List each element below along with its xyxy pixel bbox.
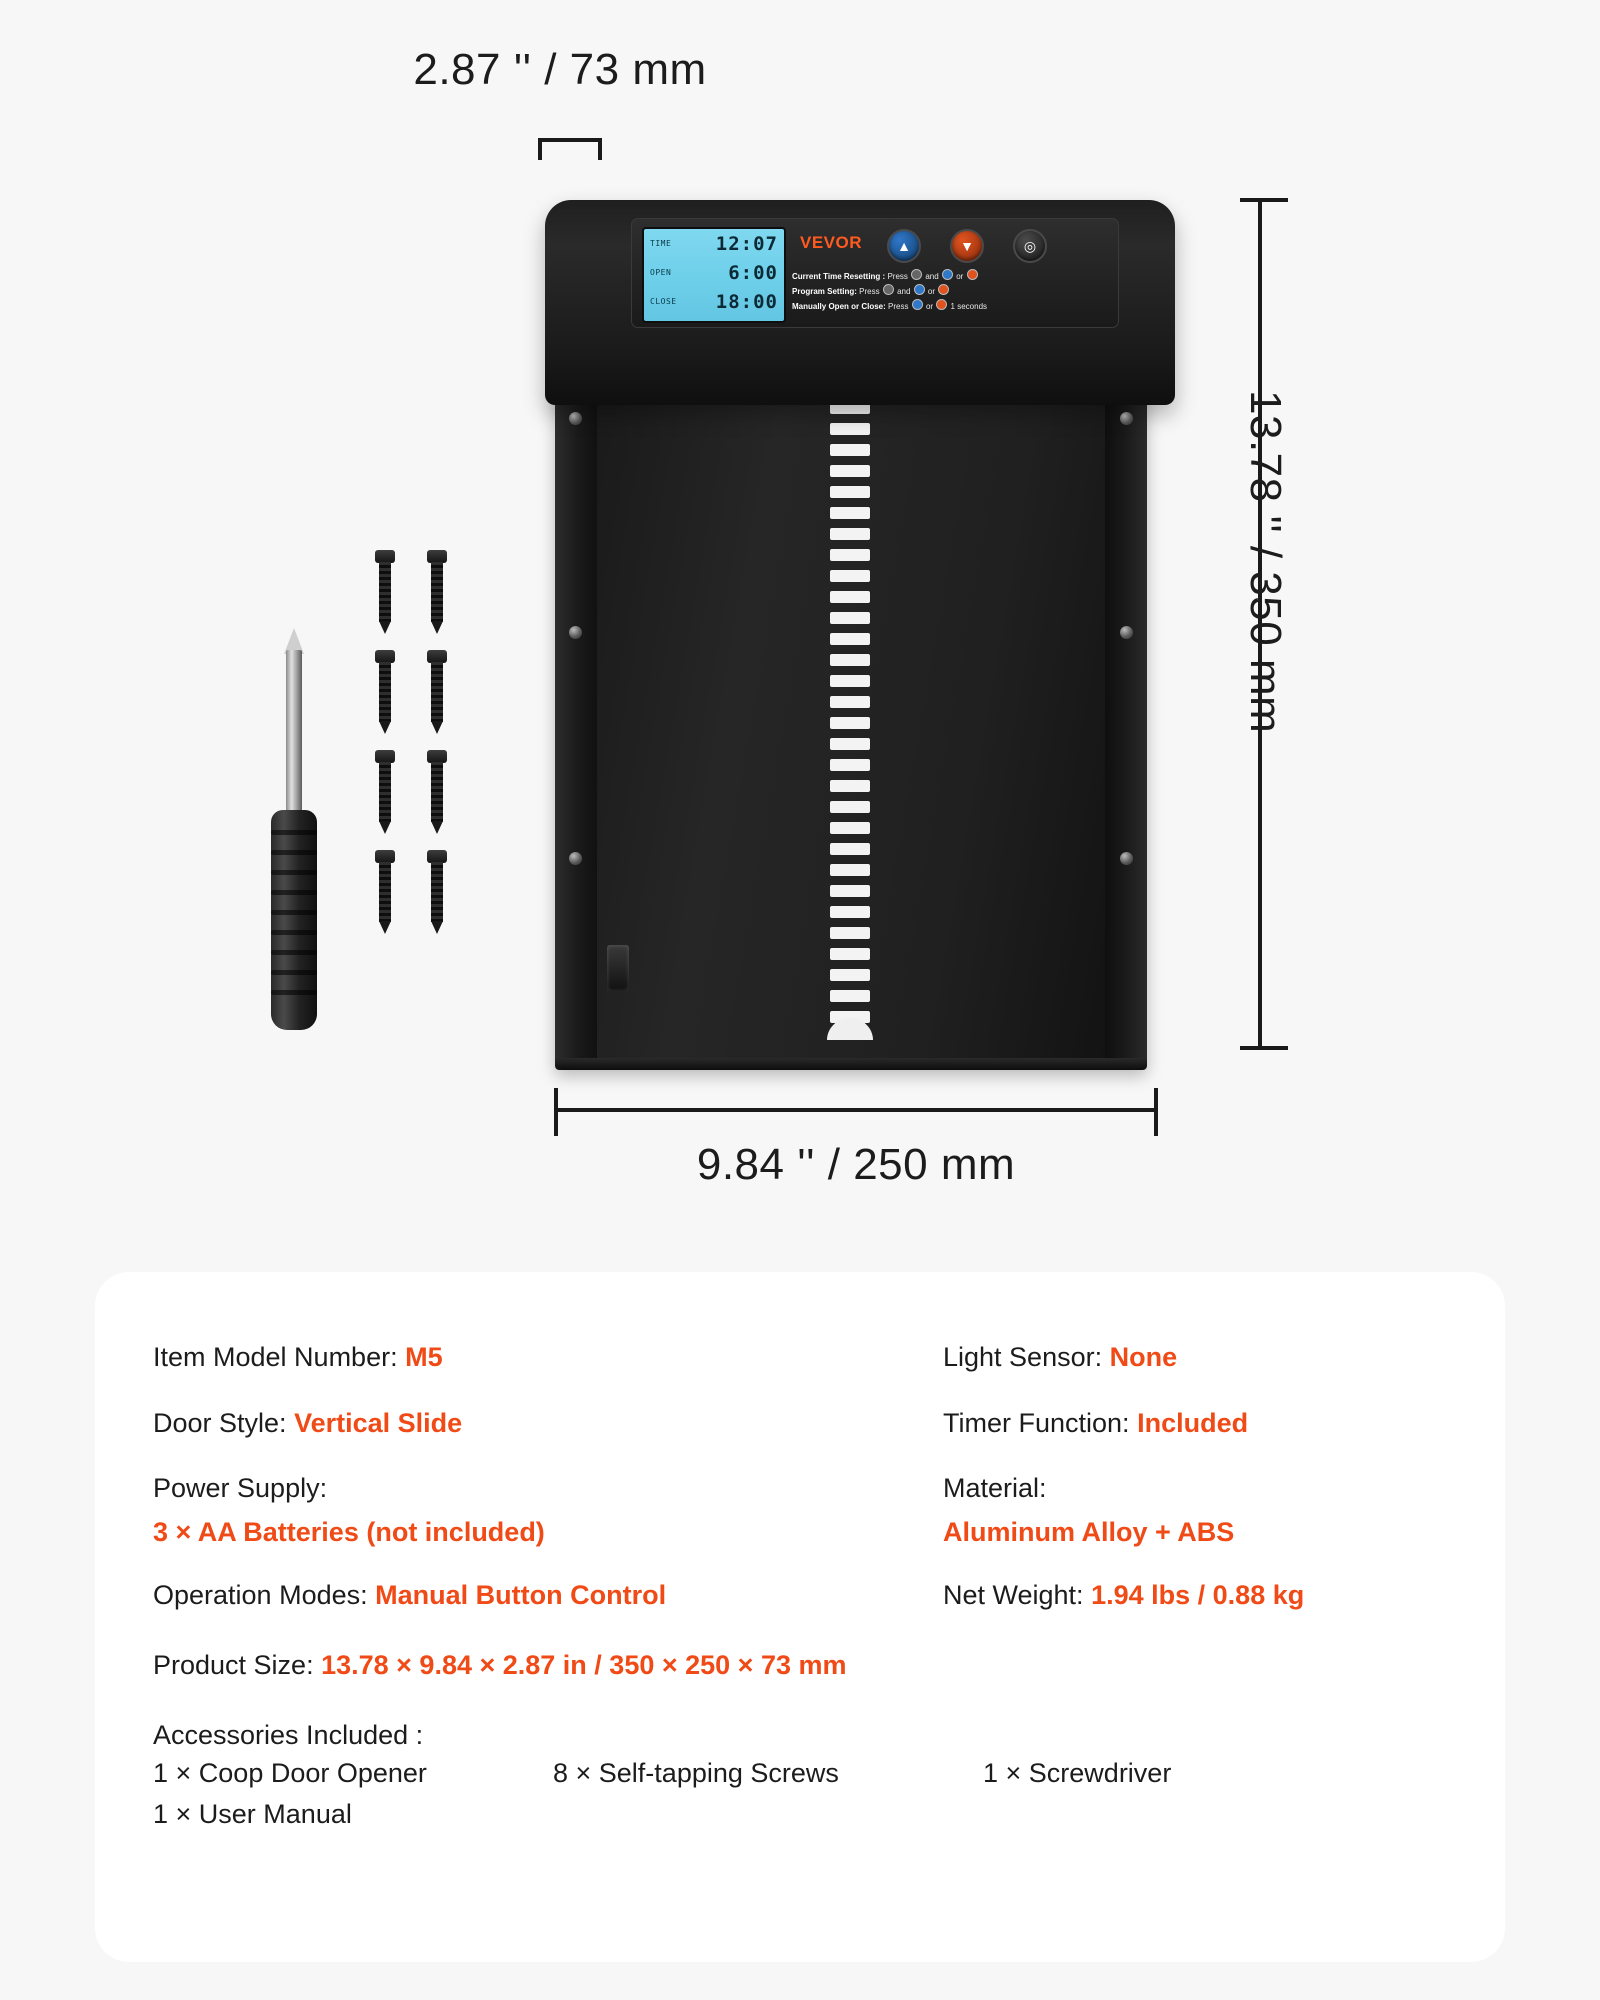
lcd-row-time: [644, 229, 784, 258]
door-perforation: [830, 717, 870, 729]
right-rail: [1105, 390, 1147, 1070]
spec-item-net-weight: [943, 1562, 1447, 1628]
accessory-item: 1 × User Manual: [153, 1799, 352, 1829]
down-icon: [936, 299, 947, 310]
door-bottom-edge: [555, 1058, 1147, 1070]
spec-value-net-weight: 1.94 lbs / 0.88 kg: [1091, 1580, 1305, 1610]
spec-label-model-number: Item Model Number:: [153, 1342, 398, 1372]
door-perforation: [830, 885, 870, 897]
door-perforation: [830, 906, 870, 918]
instruction-tail2-1: or: [956, 272, 964, 281]
instruction-text-2: Press: [859, 287, 880, 296]
panel-instructions: [792, 269, 1110, 314]
screwdriver-handle: [271, 810, 317, 1030]
instruction-tail-1: and: [925, 272, 939, 281]
specification-grid: [153, 1324, 1447, 1702]
manual-latch: [607, 945, 629, 991]
lcd-label-close: CLOSE: [650, 297, 677, 306]
down-button[interactable]: ▼: [950, 229, 984, 263]
left-rail: [555, 390, 597, 1070]
instruction-title-1: Current Time Resetting :: [792, 272, 886, 281]
door-perforation: [830, 465, 870, 477]
specification-card: [95, 1272, 1505, 1962]
spec-item-power-supply: [153, 1466, 943, 1554]
up-icon: [912, 299, 923, 310]
spec-value-door-style: Vertical Slide: [294, 1408, 463, 1438]
door-perforation: [830, 696, 870, 708]
accessory-item: 1 × Coop Door Opener: [153, 1758, 427, 1788]
instruction-tail-2: and: [897, 287, 911, 296]
spec-item-product-size: [153, 1628, 1447, 1702]
lcd-value-time: 12:07: [715, 232, 778, 255]
settings-button[interactable]: ◎: [1013, 229, 1047, 263]
depth-dimension-bracket: [538, 138, 602, 160]
screw: [427, 750, 447, 834]
coop-door-opener-illustration: [545, 200, 1175, 1080]
door-perforation: [830, 486, 870, 498]
screwdriver-shaft: [286, 650, 302, 815]
door-perforation: [830, 948, 870, 960]
lcd-label-open: OPEN: [650, 268, 672, 277]
instruction-text-1: Press: [887, 272, 908, 281]
mounting-hole: [1120, 412, 1133, 425]
spec-label-door-style: Door Style:: [153, 1408, 287, 1438]
door-perforation: [830, 570, 870, 582]
instruction-line-3: [792, 299, 1110, 314]
instruction-text-3: Press: [888, 302, 909, 311]
door-perforation: [830, 654, 870, 666]
lcd-label-time: TIME: [650, 239, 672, 248]
screw: [375, 650, 395, 734]
door-perforation: [830, 864, 870, 876]
screw: [375, 850, 395, 934]
lcd-row-close: [644, 287, 784, 316]
lcd-display: [642, 227, 786, 323]
control-housing: [545, 200, 1175, 405]
door-perforation-strip: [830, 402, 870, 1032]
screw: [375, 750, 395, 834]
height-dimension-label: 13.78 '' / 350 mm: [1241, 390, 1290, 734]
spec-value-light-sensor: None: [1109, 1342, 1178, 1372]
door-perforation: [830, 843, 870, 855]
door-perforation: [830, 591, 870, 603]
door-perforation: [830, 633, 870, 645]
door-perforation: [830, 675, 870, 687]
spec-label-net-weight: Net Weight:: [943, 1580, 1084, 1610]
door-perforation: [830, 612, 870, 624]
set-icon: [883, 284, 894, 295]
mounting-hole: [569, 412, 582, 425]
up-icon: [942, 269, 953, 280]
width-dimension-line: [556, 1108, 1156, 1112]
screw: [427, 850, 447, 934]
spec-value-product-size: 13.78 × 9.84 × 2.87 in / 350 × 250 × 73 mm: [321, 1650, 847, 1680]
door-perforation: [830, 969, 870, 981]
instruction-title-3: Manually Open or Close:: [792, 302, 886, 311]
spec-label-light-sensor: Light Sensor:: [943, 1342, 1103, 1372]
down-icon: [938, 284, 949, 295]
door-perforation: [830, 822, 870, 834]
door-perforation: [830, 738, 870, 750]
spec-label-product-size: Product Size:: [153, 1650, 314, 1680]
door-perforation: [830, 507, 870, 519]
lcd-row-open: [644, 258, 784, 287]
spec-value-operation-modes: Manual Button Control: [375, 1580, 667, 1610]
accessories-list: [153, 1753, 1447, 1835]
spec-value-power-supply: 3 × AA Batteries (not included): [153, 1517, 545, 1547]
instruction-line-2: [792, 284, 1110, 299]
mounting-hole: [1120, 852, 1133, 865]
door-frame: [555, 390, 1147, 1070]
instruction-title-2: Program Setting:: [792, 287, 857, 296]
depth-dimension-label: 2.87 '' / 73 mm: [413, 45, 707, 94]
spec-item-material: [943, 1466, 1447, 1554]
control-panel: [631, 218, 1119, 328]
brand-logo: VEVOR: [800, 233, 863, 252]
width-dimension-label: 9.84 '' / 250 mm: [696, 1140, 1016, 1189]
instruction-tail-3: or: [925, 302, 934, 311]
spec-value-material: Aluminum Alloy + ABS: [943, 1517, 1235, 1547]
instruction-tail2-3: 1 seconds: [950, 302, 988, 311]
spec-item-operation-modes: [153, 1562, 943, 1628]
accessory-item: 8 × Self-tapping Screws: [553, 1758, 839, 1788]
up-button[interactable]: ▲: [887, 229, 921, 263]
down-icon: [967, 269, 978, 280]
spec-item-timer-function: [943, 1390, 1447, 1456]
door-perforation: [830, 927, 870, 939]
spec-item-model-number: [153, 1324, 943, 1390]
set-icon: [911, 269, 922, 280]
spec-value-timer-function: Included: [1137, 1408, 1249, 1438]
instruction-tail2-2: or: [927, 287, 936, 296]
accessories-illustration: [255, 620, 505, 1040]
mounting-hole: [1120, 626, 1133, 639]
spec-label-operation-modes: Operation Modes:: [153, 1580, 368, 1610]
lcd-value-close: 18:00: [715, 290, 778, 313]
lcd-value-open: 6:00: [728, 261, 778, 284]
door-perforation: [830, 780, 870, 792]
door-perforation: [830, 444, 870, 456]
screw: [375, 550, 395, 634]
accessories-title: Accessories Included :: [153, 1720, 424, 1750]
instruction-line-1: [792, 269, 1110, 284]
door-perforation: [830, 759, 870, 771]
screw: [427, 650, 447, 734]
door-perforation: [830, 549, 870, 561]
spec-item-door-style: [153, 1390, 943, 1456]
mounting-hole: [569, 626, 582, 639]
spec-value-model-number: M5: [405, 1342, 443, 1372]
mounting-hole: [569, 852, 582, 865]
door-perforation: [830, 990, 870, 1002]
door-perforation: [830, 423, 870, 435]
screw: [427, 550, 447, 634]
accessory-item: 1 × Screwdriver: [983, 1758, 1172, 1788]
door-perforation: [830, 801, 870, 813]
up-icon: [914, 284, 925, 295]
spec-item-light-sensor: [943, 1324, 1447, 1390]
spec-label-timer-function: Timer Function:: [943, 1408, 1130, 1438]
spec-label-power-supply: Power Supply:: [153, 1473, 328, 1503]
spec-label-material: Material:: [943, 1473, 1047, 1503]
door-perforation: [830, 528, 870, 540]
